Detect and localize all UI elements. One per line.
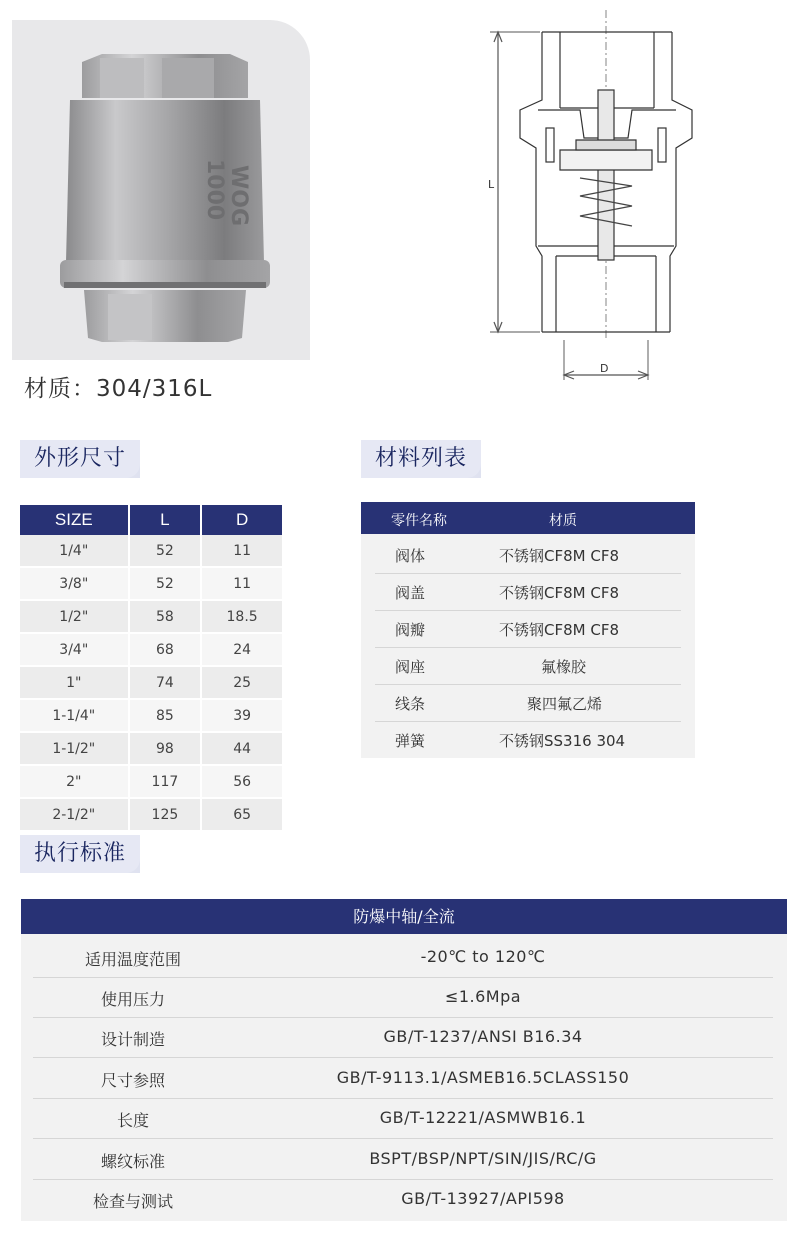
standard-table bbox=[21, 899, 787, 1221]
table-row bbox=[33, 1098, 773, 1139]
table-row bbox=[375, 647, 681, 685]
length-label: L bbox=[488, 178, 495, 191]
table-row bbox=[20, 600, 282, 633]
length-cell: 85 bbox=[129, 699, 202, 732]
table-row bbox=[20, 798, 282, 831]
standard-value: GB/T-13927/API598 bbox=[401, 1189, 565, 1208]
table-row bbox=[375, 573, 681, 611]
standard-label: 适用温度范围 bbox=[84, 950, 181, 969]
table-row bbox=[20, 765, 282, 798]
section-drawing bbox=[480, 10, 710, 394]
length-cell: 52 bbox=[129, 535, 202, 567]
table-row bbox=[33, 1058, 773, 1099]
table-row bbox=[20, 666, 282, 699]
standard-table-header: 防爆中轴/全流 bbox=[21, 899, 787, 934]
part-name-cell: 阀体 bbox=[395, 547, 426, 565]
standard-label: 长度 bbox=[116, 1111, 149, 1130]
table-row bbox=[33, 1139, 773, 1180]
size-col-header: SIZE bbox=[20, 505, 129, 535]
diameter-cell: 11 bbox=[201, 535, 282, 567]
size-cell: 1-1/4" bbox=[20, 699, 129, 732]
part-name-cell: 阀瓣 bbox=[395, 621, 426, 639]
diameter-col-header: D bbox=[201, 505, 282, 535]
material-cell: 不锈钢CF8M CF8 bbox=[499, 547, 620, 565]
length-cell: 98 bbox=[129, 732, 202, 765]
size-cell: 2" bbox=[20, 765, 129, 798]
casting-text-wog: WOG bbox=[226, 165, 251, 227]
table-row bbox=[20, 567, 282, 600]
standard-value: GB/T-1237/ANSI B16.34 bbox=[383, 1027, 583, 1046]
table-row bbox=[375, 536, 681, 574]
length-cell: 68 bbox=[129, 633, 202, 666]
table-row bbox=[33, 1179, 773, 1219]
diameter-cell: 11 bbox=[201, 567, 282, 600]
size-cell: 1/2" bbox=[20, 600, 129, 633]
material-table-header bbox=[361, 502, 695, 534]
casting-mark bbox=[202, 159, 251, 226]
part-name-cell: 阀盖 bbox=[395, 584, 426, 602]
material-cell: 聚四氟乙烯 bbox=[527, 695, 603, 713]
standard-label: 设计制造 bbox=[100, 1030, 165, 1049]
table-row bbox=[20, 633, 282, 666]
material-col-header: 材质 bbox=[549, 513, 577, 529]
size-table-header bbox=[20, 505, 282, 535]
size-cell: 2-1/2" bbox=[20, 798, 129, 831]
diameter-cell: 18.5 bbox=[201, 600, 282, 633]
size-cell: 1-1/2" bbox=[20, 732, 129, 765]
length-cell: 52 bbox=[129, 567, 202, 600]
standard-section-title: 执行标准 bbox=[20, 835, 140, 873]
length-cell: 117 bbox=[129, 765, 202, 798]
standard-value: GB/T-9113.1/ASMEB16.5CLASS150 bbox=[336, 1068, 630, 1087]
material-caption: 材质：304/316L bbox=[24, 376, 213, 402]
table-row bbox=[33, 937, 773, 978]
diameter-cell: 56 bbox=[201, 765, 282, 798]
table-row bbox=[20, 535, 282, 567]
size-cell: 3/8" bbox=[20, 567, 129, 600]
part-name-cell: 弹簧 bbox=[395, 732, 426, 750]
material-cell: 不锈钢SS316 304 bbox=[499, 732, 626, 750]
material-cell: 氟橡胶 bbox=[541, 658, 587, 676]
diameter-cell: 25 bbox=[201, 666, 282, 699]
size-section-title: 外形尺寸 bbox=[20, 440, 140, 478]
standard-value: -20℃ to 120℃ bbox=[420, 947, 546, 966]
table-row bbox=[33, 977, 773, 1018]
part-name-cell: 线条 bbox=[395, 695, 426, 713]
diameter-cell: 44 bbox=[201, 732, 282, 765]
standard-label: 检查与测试 bbox=[92, 1192, 173, 1211]
diameter-cell: 65 bbox=[201, 798, 282, 831]
size-cell: 3/4" bbox=[20, 633, 129, 666]
part-name-cell: 阀座 bbox=[395, 658, 426, 676]
standard-value: GB/T-12221/ASMWB16.1 bbox=[379, 1108, 587, 1127]
table-row bbox=[33, 1017, 773, 1058]
standard-label: 尺寸参照 bbox=[100, 1071, 165, 1090]
table-row bbox=[375, 721, 681, 758]
standard-value: ≤1.6Mpa bbox=[444, 987, 522, 1006]
product-photo bbox=[12, 20, 310, 360]
standard-value: BSPT/BSP/NPT/SIN/JIS/RC/G bbox=[369, 1149, 597, 1168]
material-cell: 不锈钢CF8M CF8 bbox=[499, 584, 620, 602]
part-name-col-header: 零件名称 bbox=[391, 513, 447, 529]
table-row bbox=[20, 699, 282, 732]
length-cell: 125 bbox=[129, 798, 202, 831]
diameter-cell: 39 bbox=[201, 699, 282, 732]
size-cell: 1/4" bbox=[20, 535, 129, 567]
material-cell: 不锈钢CF8M CF8 bbox=[499, 621, 620, 639]
diameter-label: D bbox=[600, 362, 609, 375]
size-table bbox=[20, 505, 282, 832]
diameter-cell: 24 bbox=[201, 633, 282, 666]
table-row bbox=[375, 610, 681, 648]
table-row bbox=[375, 684, 681, 722]
standard-label: 螺纹标准 bbox=[100, 1152, 165, 1171]
material-section-title: 材料列表 bbox=[361, 440, 481, 478]
size-cell: 1" bbox=[20, 666, 129, 699]
length-cell: 58 bbox=[129, 600, 202, 633]
table-row bbox=[20, 732, 282, 765]
length-cell: 74 bbox=[129, 666, 202, 699]
casting-text-1000: 1000 bbox=[202, 159, 227, 221]
length-col-header: L bbox=[129, 505, 202, 535]
standard-label: 使用压力 bbox=[100, 990, 165, 1009]
material-table bbox=[361, 502, 695, 758]
